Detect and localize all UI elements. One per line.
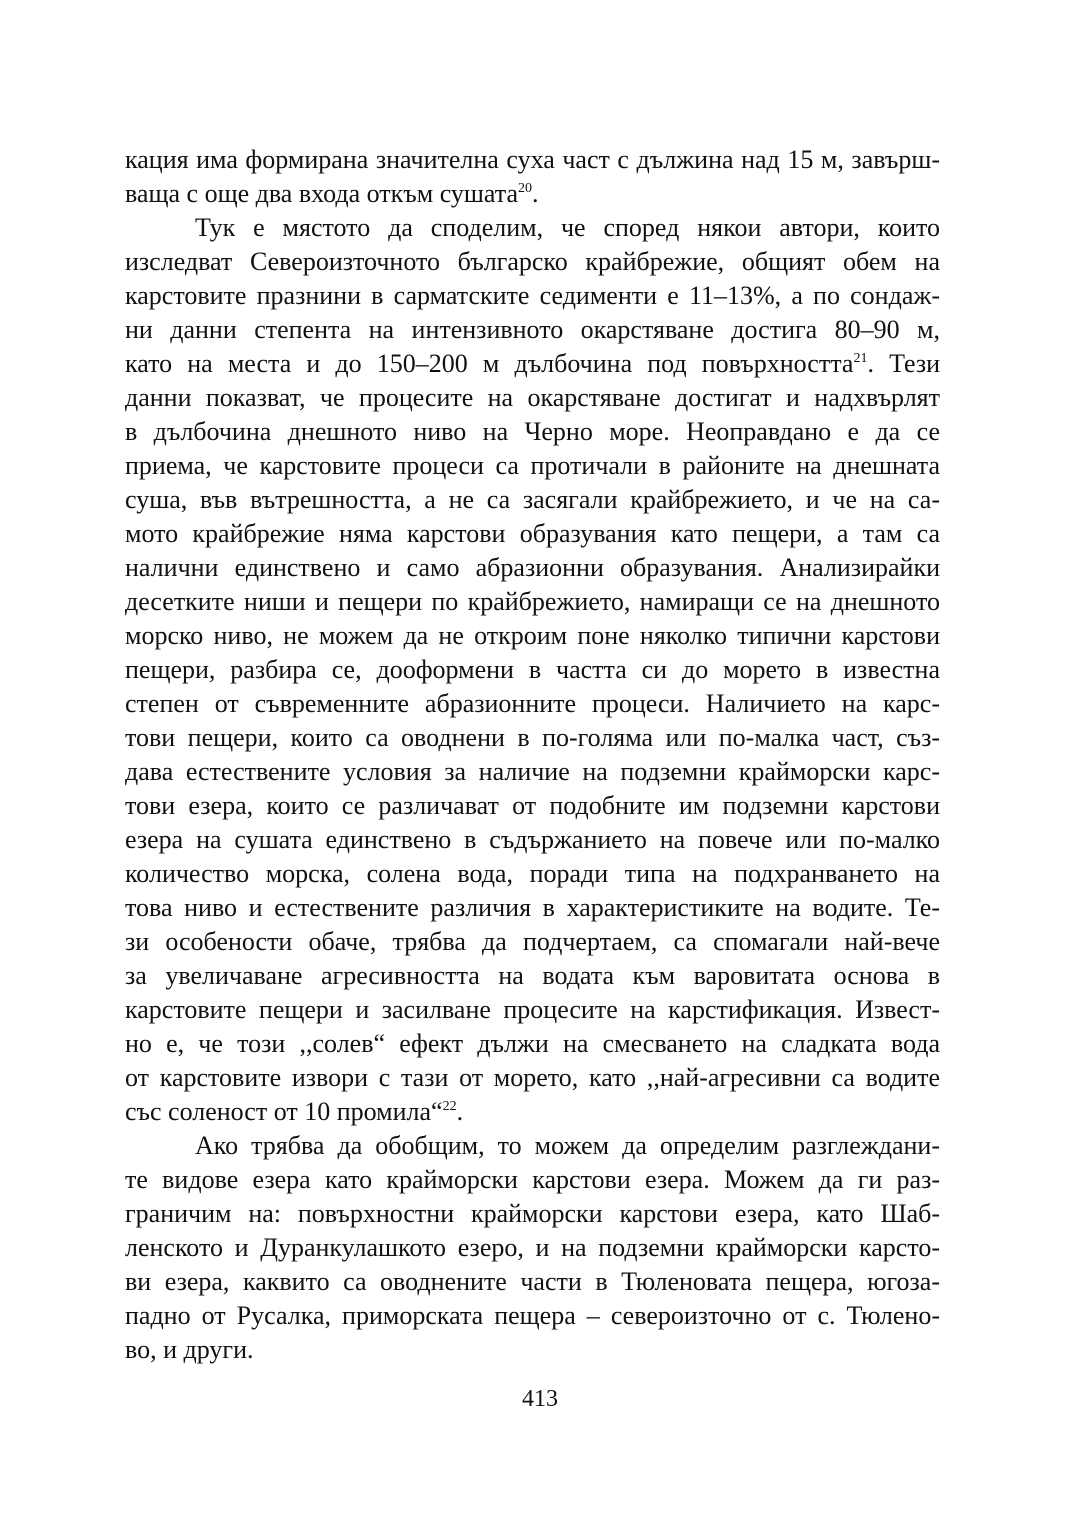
text-line: граничим на: повърхностни крайморски карстови езера, като Шаб- <box>125 1199 940 1228</box>
footnote-ref-21: 21 <box>853 351 868 366</box>
text-line: дава естествените условия за наличие на подземни крайморски карс- <box>125 757 940 786</box>
text-line: те видове езера като крайморски карстови езера. Можем да ги раз- <box>125 1165 940 1194</box>
text-line: десетките ниши и пещери по крайбрежието, намиращи се на днешното <box>125 587 940 616</box>
text-line: данни показват, че процесите на окарстяване достигат и надхвърлят <box>125 383 940 412</box>
text-line: пещери, разбира се, дооформени в частта си до морето в известна <box>125 655 940 684</box>
text-line: количество морска, солена вода, поради типа на подхранването на <box>125 859 940 888</box>
text-line: със соленост от 10 промила“$^{22}$. <box>125 1097 464 1126</box>
text-line: това ниво и естествените различия в характеристиките на водите. Те- <box>125 893 940 922</box>
paragraph-1 <box>125 143 940 211</box>
text-line: като на места и до 150–200 м дълбочина под повърхността$^{21}$. Тези <box>125 349 940 378</box>
text-line: в дълбочина днешното ниво на Черно море. Неоправдано е да се <box>125 417 940 446</box>
text-line: карстовите празнини в сарматските седименти е 11–13%, а по сондаж- <box>125 281 940 310</box>
text-line: тови пещери, които са оводнени в по-голяма или по-малка част, съз- <box>125 723 940 752</box>
text-line: езера на сушата единствено в съдържанието на повече или по-малко <box>125 825 940 854</box>
paragraph-3 <box>125 1129 940 1367</box>
paragraph-2 <box>125 211 940 1129</box>
text-line: кация има формирана значителна суха част с дължина над 15 м, завърш- <box>125 145 940 174</box>
text-line: ви езера, каквито са оводнените части в Тюленовата пещера, югоза- <box>125 1267 940 1296</box>
footnote-ref-20: 20 <box>518 181 532 196</box>
text-line: ваща с още два входа откъм сушата$^{20}$. <box>125 179 539 208</box>
text-line: ленското и Дуранкулашкото езеро, и на подземни крайморски карсто- <box>125 1233 940 1262</box>
text-line: морско ниво, не можем да не откроим поне няколко типични карстови <box>125 621 940 650</box>
text-line: но е, че този ,,солев“ ефект дължи на смесването на сладката вода <box>125 1029 940 1058</box>
body-text <box>125 143 940 1367</box>
footnote-ref-22: 22 <box>442 1099 457 1114</box>
text-line: Ако трябва да обобщим, то можем да определим разглеждани- <box>195 1131 940 1160</box>
text-line: зи особености обаче, трябва да подчертаем, са спомагали най-вече <box>125 927 940 956</box>
text-line: за увеличаване агресивността на водата към варовитата основа в <box>125 961 940 990</box>
text-line: изследват Североизточното българско крайбрежие, общият обем на <box>125 247 940 276</box>
text-line: тови езера, които се различават от подобните им подземни карстови <box>125 791 940 820</box>
text-line: мото крайбрежие няма карстови образувания като пещери, а там са <box>125 519 940 548</box>
text-line: во, и други. <box>125 1335 254 1364</box>
text-line: приема, че карстовите процеси са протичали в районите на днешната <box>125 451 940 480</box>
page-number: 413 <box>522 1386 558 1412</box>
text-line: Тук е мястото да споделим, че според някои автори, които <box>195 213 940 242</box>
text-line: от карстовите извори с тази от морето, като ,,най-агресивни са водите <box>125 1063 940 1092</box>
text-line: налични единствено и само абразионни образувания. Анализирайки <box>125 553 940 582</box>
text-line: суша, във вътрешността, а не са засягали крайбрежието, и че на са- <box>125 485 940 514</box>
text-line: ни данни степента на интензивното окарстяване достига 80–90 м, <box>125 315 940 344</box>
text-line: степен от съвременните абразионните процеси. Наличието на карс- <box>125 689 940 718</box>
text-line: карстовите пещери и засилване процесите на карстификация. Извест- <box>125 995 940 1024</box>
text-line: падно от Русалка, приморската пещера – североизточно от с. Тюлено- <box>125 1301 940 1330</box>
